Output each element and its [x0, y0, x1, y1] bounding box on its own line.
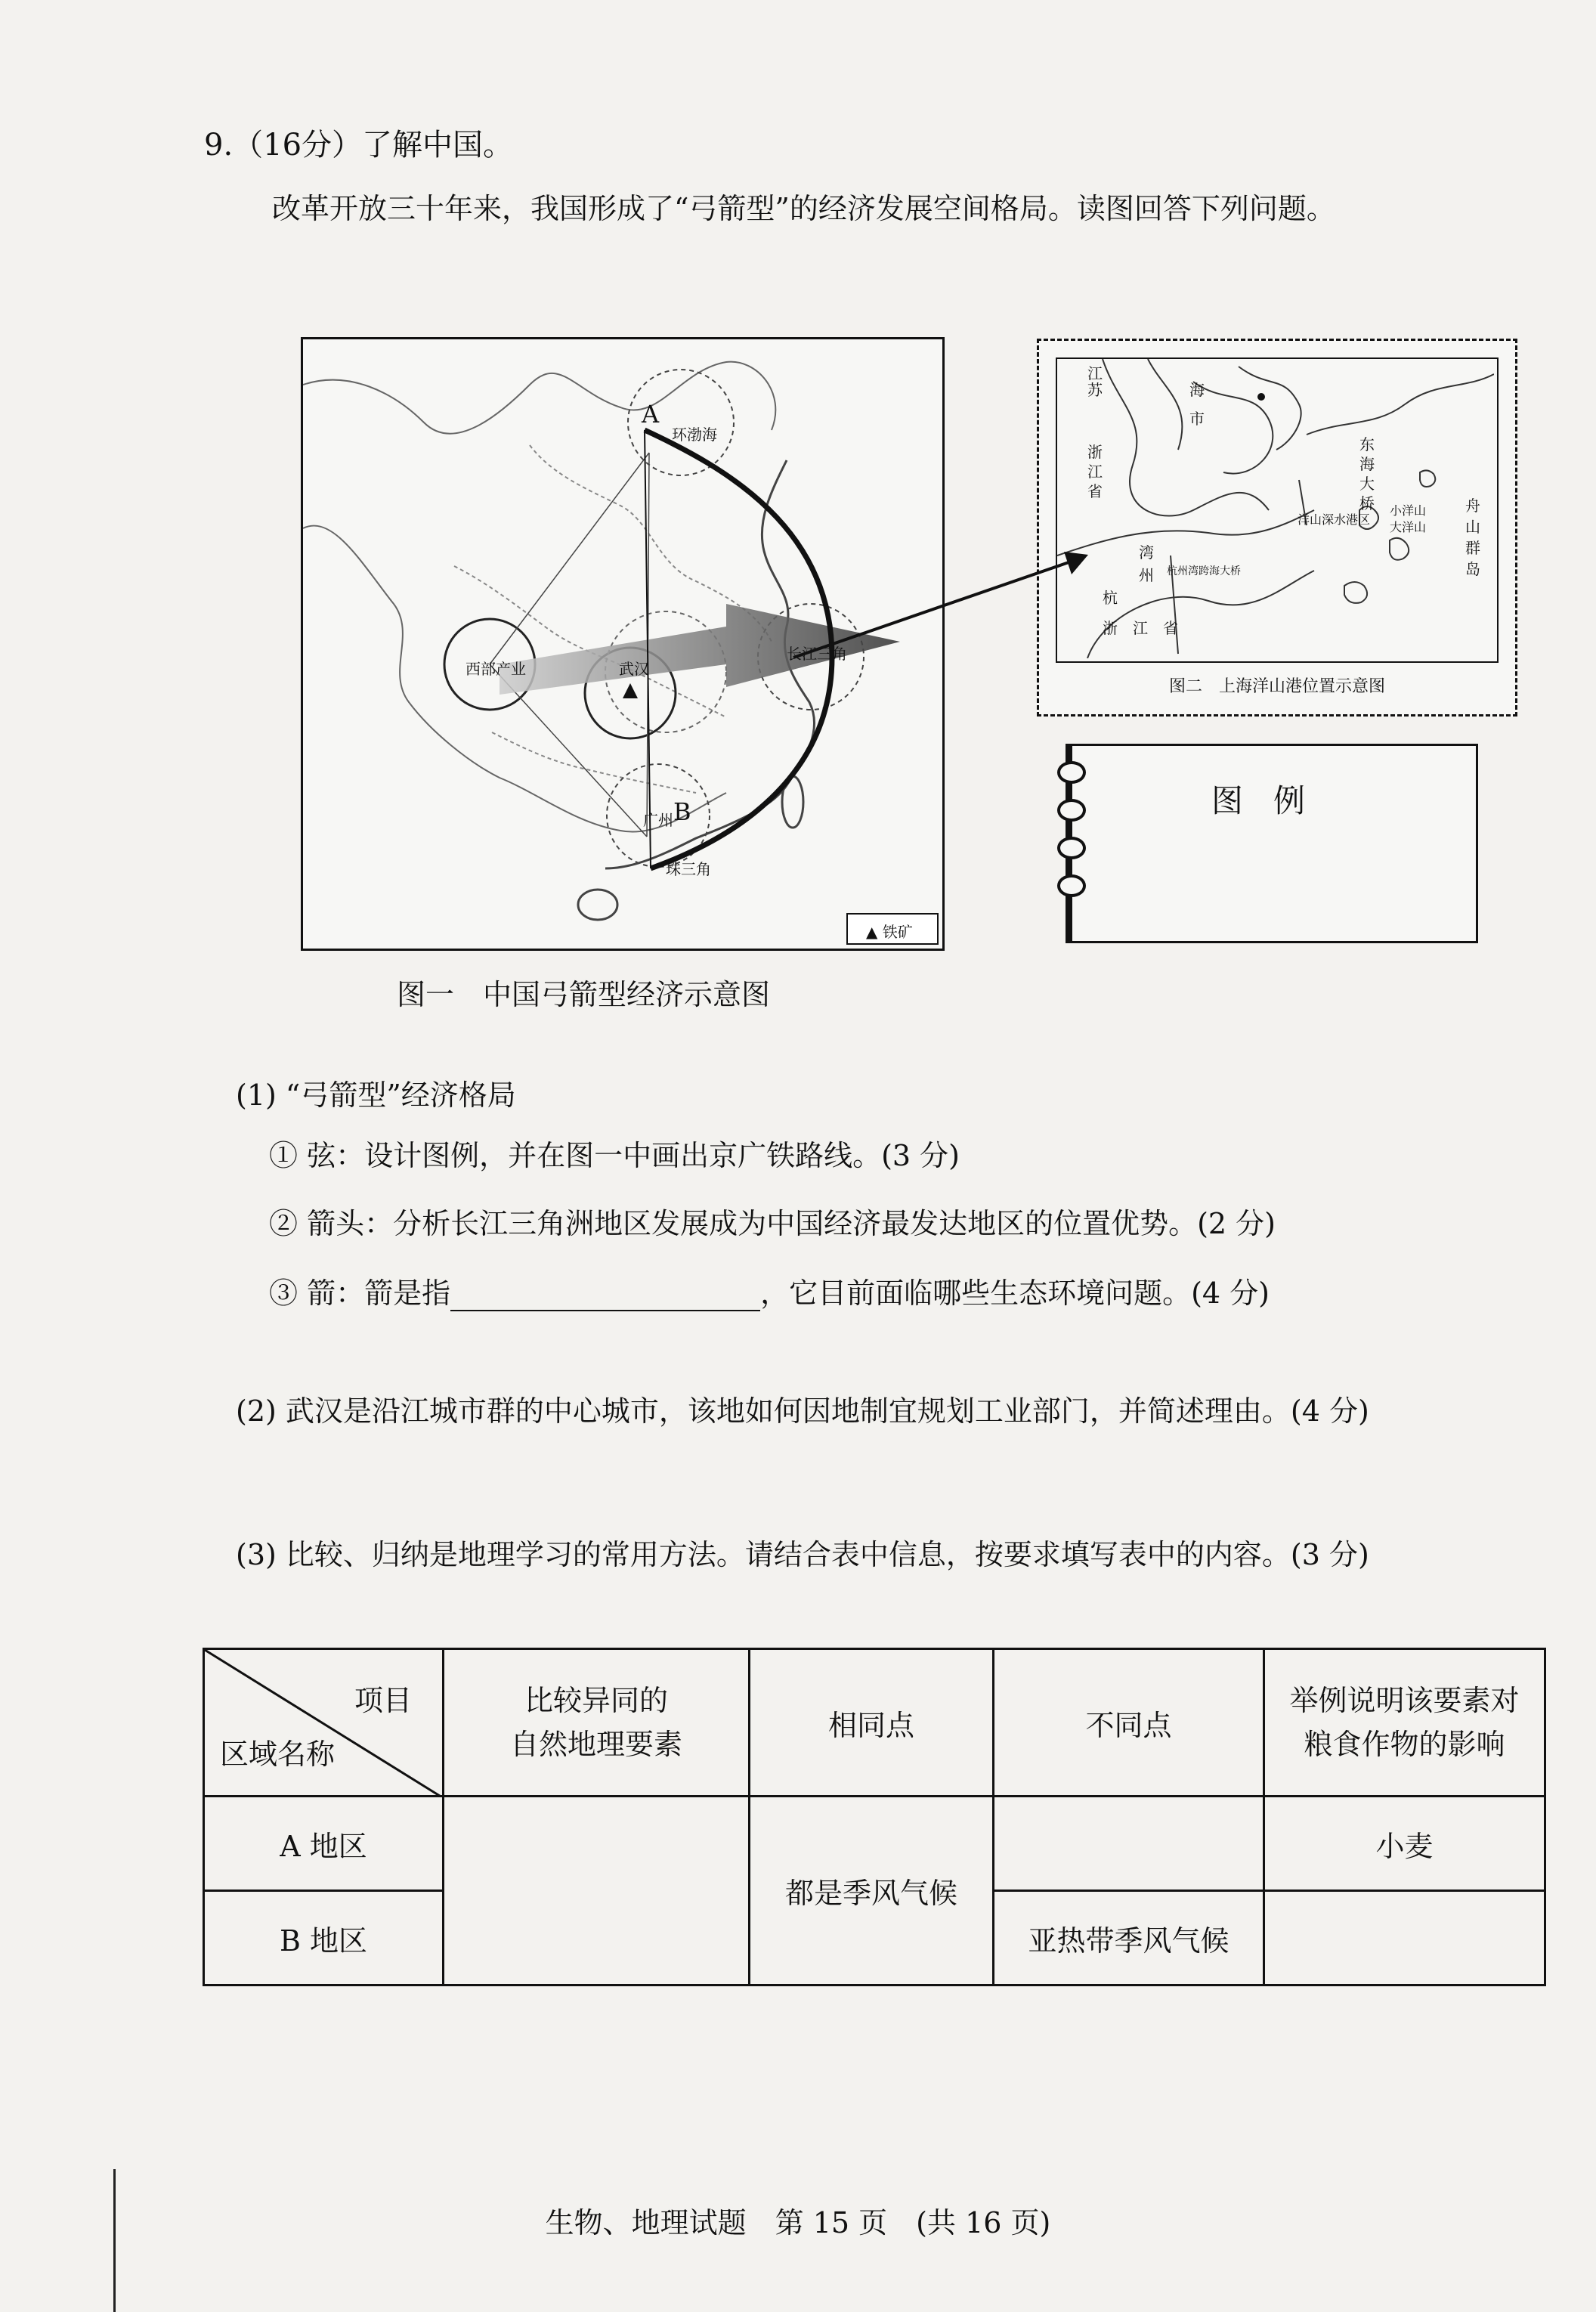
- part1-q3: [269, 1270, 1270, 1311]
- label-xiaoyangshan: 小洋山: [1390, 503, 1427, 518]
- legend-ring: [1057, 761, 1086, 784]
- page-footer: 生物、地理试题 第 15 页 (共 16 页): [545, 2206, 1051, 2239]
- label-hang: 杭: [1103, 589, 1118, 607]
- label-dayangshan: 大洋山: [1390, 520, 1427, 534]
- cell-example-b-answer[interactable]: [1264, 1891, 1545, 1985]
- header-diff: 不同点: [994, 1649, 1264, 1797]
- part2-question: (2) 武汉是沿江城市群的中心城市，该地如何因地制宜规划工业部门，并简述理由。(4 分): [236, 1394, 1369, 1428]
- label-bohai: 环渤海: [672, 426, 717, 444]
- label-bay-bridge: 杭州湾跨海大桥: [1167, 565, 1241, 577]
- figure2-caption: 图二 上海洋山港位置示意图: [1168, 677, 1385, 696]
- label-a: A: [642, 400, 660, 429]
- cell-elements-answer[interactable]: [444, 1797, 750, 1985]
- label-port-area: 洋山深水港区: [1298, 512, 1371, 527]
- part1-q1: ① 弦：设计图例，并在图一中画出京广铁路线。(3 分): [269, 1139, 960, 1172]
- legend-title: 图例: [1211, 782, 1336, 819]
- comparison-table: [203, 1648, 1546, 1986]
- scan-edge-mark: [113, 2169, 116, 2312]
- label-hangzhou: 州: [1139, 566, 1154, 584]
- figure1-caption: 图一 中国弓箭型经济示意图: [397, 978, 771, 1011]
- part1-heading: (1) “弓箭型”经济格局: [236, 1079, 516, 1112]
- corner-diagonal: [205, 1650, 442, 1797]
- header-same: 相同点: [750, 1649, 994, 1797]
- figure2-port-map: [1037, 339, 1517, 717]
- part3-question: (3) 比较、归纳是地理学习的常用方法。请结合表中信息，按要求填写表中的内容。(3 分): [236, 1538, 1369, 1571]
- answer-blank[interactable]: [450, 1283, 760, 1311]
- figure2-map-frame: [1056, 357, 1499, 663]
- label-b: B: [673, 797, 691, 826]
- label-zhoushan: 舟山群岛: [1465, 497, 1480, 578]
- header-example: 举例说明该要素对 粮食作物的影响: [1264, 1649, 1545, 1797]
- cell-same-value: 都是季风气候: [750, 1797, 994, 1985]
- part1-q3-suffix: ，它目前面临哪些生态环境问题。(4 分): [760, 1277, 1270, 1310]
- cell-diff-b: 亚热带季风气候: [994, 1891, 1264, 1985]
- legend-iron-ore: ▲ 铁矿: [866, 923, 913, 941]
- label-donghai-bridge: 东海大桥: [1359, 435, 1375, 512]
- table-corner-cell: [204, 1649, 444, 1797]
- legend-ring: [1057, 837, 1086, 859]
- header-elements: 比较异同的 自然地理要素: [444, 1649, 750, 1797]
- table-row: [204, 1797, 1545, 1891]
- cell-diff-a-answer[interactable]: [994, 1797, 1264, 1891]
- corner-label-region: 区域名称: [220, 1738, 336, 1771]
- part1-q3-prefix: ③ 箭：箭是指: [269, 1277, 451, 1310]
- part1-q2: ② 箭头：分析长江三角洲地区发展成为中国经济最发达地区的位置优势。(2 分): [269, 1207, 1276, 1240]
- row-b-label: B 地区: [204, 1891, 444, 1985]
- yangshan-port-map: [1057, 359, 1494, 658]
- table-header-row: [204, 1649, 1545, 1797]
- label-wuhan: 武汉: [619, 660, 649, 678]
- label-yangtze-delta: 长江三角: [787, 645, 847, 663]
- label-shanghai: 海市: [1189, 381, 1205, 428]
- row-a-label: A 地区: [204, 1797, 444, 1891]
- legend-box: [1066, 744, 1478, 943]
- label-jiangsu: 江苏: [1087, 364, 1103, 399]
- label-zhejiang: 浙江省: [1087, 443, 1103, 500]
- figure-link-arrow: [786, 522, 1103, 673]
- label-prd: 珠三角: [666, 860, 711, 878]
- question-intro: 改革开放三十年来，我国形成了“弓箭型”的经济发展空间格局。读图回答下列问题。: [272, 192, 1335, 225]
- label-west-industry: 西部产业: [466, 660, 526, 678]
- label-guangzhou: 广州: [643, 811, 673, 829]
- corner-label-item: 项目: [354, 1684, 412, 1717]
- legend-ring: [1057, 799, 1086, 822]
- label-zhejiang-2: 浙江省: [1103, 619, 1193, 637]
- legend-ring: [1057, 874, 1086, 897]
- label-bay: 湾: [1139, 543, 1154, 562]
- question-title: 9.（16分）了解中国。: [204, 128, 514, 162]
- cell-example-a: 小麦: [1264, 1797, 1545, 1891]
